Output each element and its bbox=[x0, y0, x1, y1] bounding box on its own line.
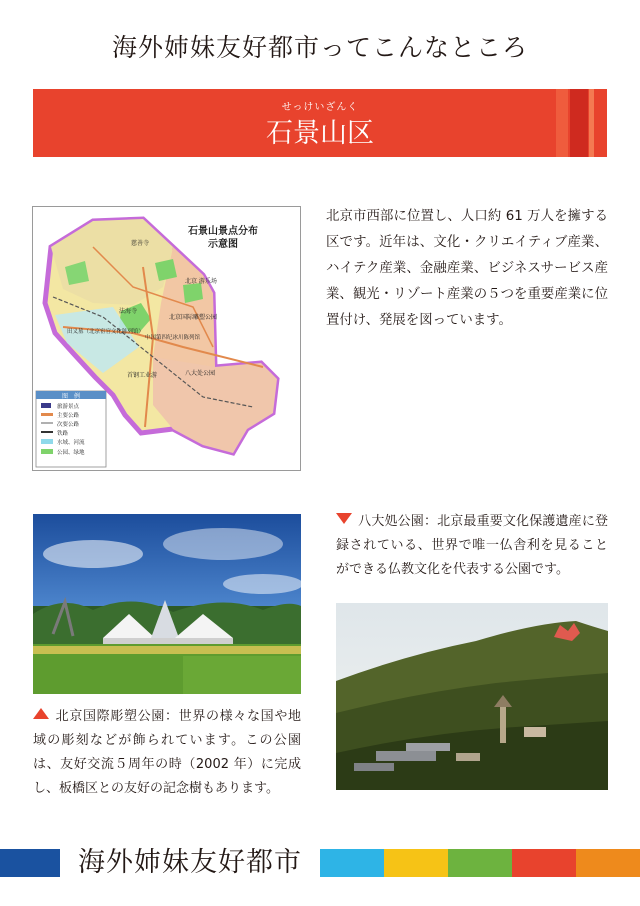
map-place: 八大处公园 bbox=[185, 370, 216, 377]
page-title: 海外姉妹友好都市ってこんなところ bbox=[111, 33, 528, 62]
map-place: 北京 游乐场 bbox=[185, 278, 217, 285]
legend-title: 图 例 bbox=[61, 393, 81, 400]
map-place: 首钢工业游 bbox=[127, 372, 158, 379]
map-title: 石景山景点分布 bbox=[188, 226, 258, 237]
map-place: 田义墓（北京宦官文化陈列馆） bbox=[67, 329, 145, 335]
map-graphic bbox=[33, 207, 300, 470]
district-ruby: せっけいざんく bbox=[281, 102, 359, 113]
badachu-caption bbox=[336, 510, 608, 582]
footer-bar-green bbox=[448, 849, 512, 877]
footer-bar-red bbox=[512, 849, 576, 877]
legend-item: 铁路 bbox=[57, 431, 69, 437]
district-name: 石景山区 bbox=[266, 118, 374, 149]
badachu-caption-text: 八大処公園：北京最重要文化保護遺産に登録されている、世界で唯一仏舎利を見ることができる仏教文化を代表する公園です。 bbox=[336, 514, 608, 577]
intro-text: 北京市西部に位置し、人口約 61 万人を擁する区です。近年は、文化・クリエイティブ産業、ハイテク産業、金融産業、ビジネスサービス産業、観光・リゾート産業の５つを重要産業に位置付け、発展を図っています。 bbox=[326, 209, 608, 328]
legend-item: 水域、河流 bbox=[57, 440, 85, 446]
triangle-up-icon bbox=[33, 708, 49, 719]
map-place: 法海寺 bbox=[119, 308, 138, 315]
green-area bbox=[155, 259, 177, 281]
legend-item: 旅游景点 bbox=[57, 404, 80, 410]
footer-bar-orange bbox=[576, 849, 640, 877]
legend-item: 公园、绿地 bbox=[57, 450, 85, 456]
badachu-park-photo bbox=[336, 603, 608, 790]
sculpture-park-photo bbox=[33, 514, 301, 694]
legend-item: 次要公路 bbox=[57, 422, 80, 428]
map-place: 中国第四纪冰川陈列馆 bbox=[145, 335, 201, 341]
map-title: 示意图 bbox=[208, 239, 238, 250]
footer-bar-light-blue bbox=[320, 849, 384, 877]
district-banner bbox=[33, 89, 607, 157]
district-map bbox=[32, 206, 301, 471]
footer-title: 海外姉妹友好都市 bbox=[60, 839, 320, 887]
sculpture-park-caption-text: 北京国際彫塑公園：世界の様々な国や地域の彫刻などが飾られています。この公園は、友好交流５周年の時（2002 年）に完成し、板橋区との友好の記念樹もあります。 bbox=[33, 709, 301, 796]
triangle-down-icon bbox=[336, 513, 352, 524]
legend-item: 主要公路 bbox=[57, 413, 80, 419]
footer-bar-blue bbox=[0, 849, 60, 877]
footer-bar-yellow bbox=[384, 849, 448, 877]
sculpture-park-caption bbox=[33, 705, 301, 801]
map-place: 慈善寺 bbox=[131, 240, 150, 247]
map-place: 北京国际雕塑公园 bbox=[169, 314, 218, 321]
